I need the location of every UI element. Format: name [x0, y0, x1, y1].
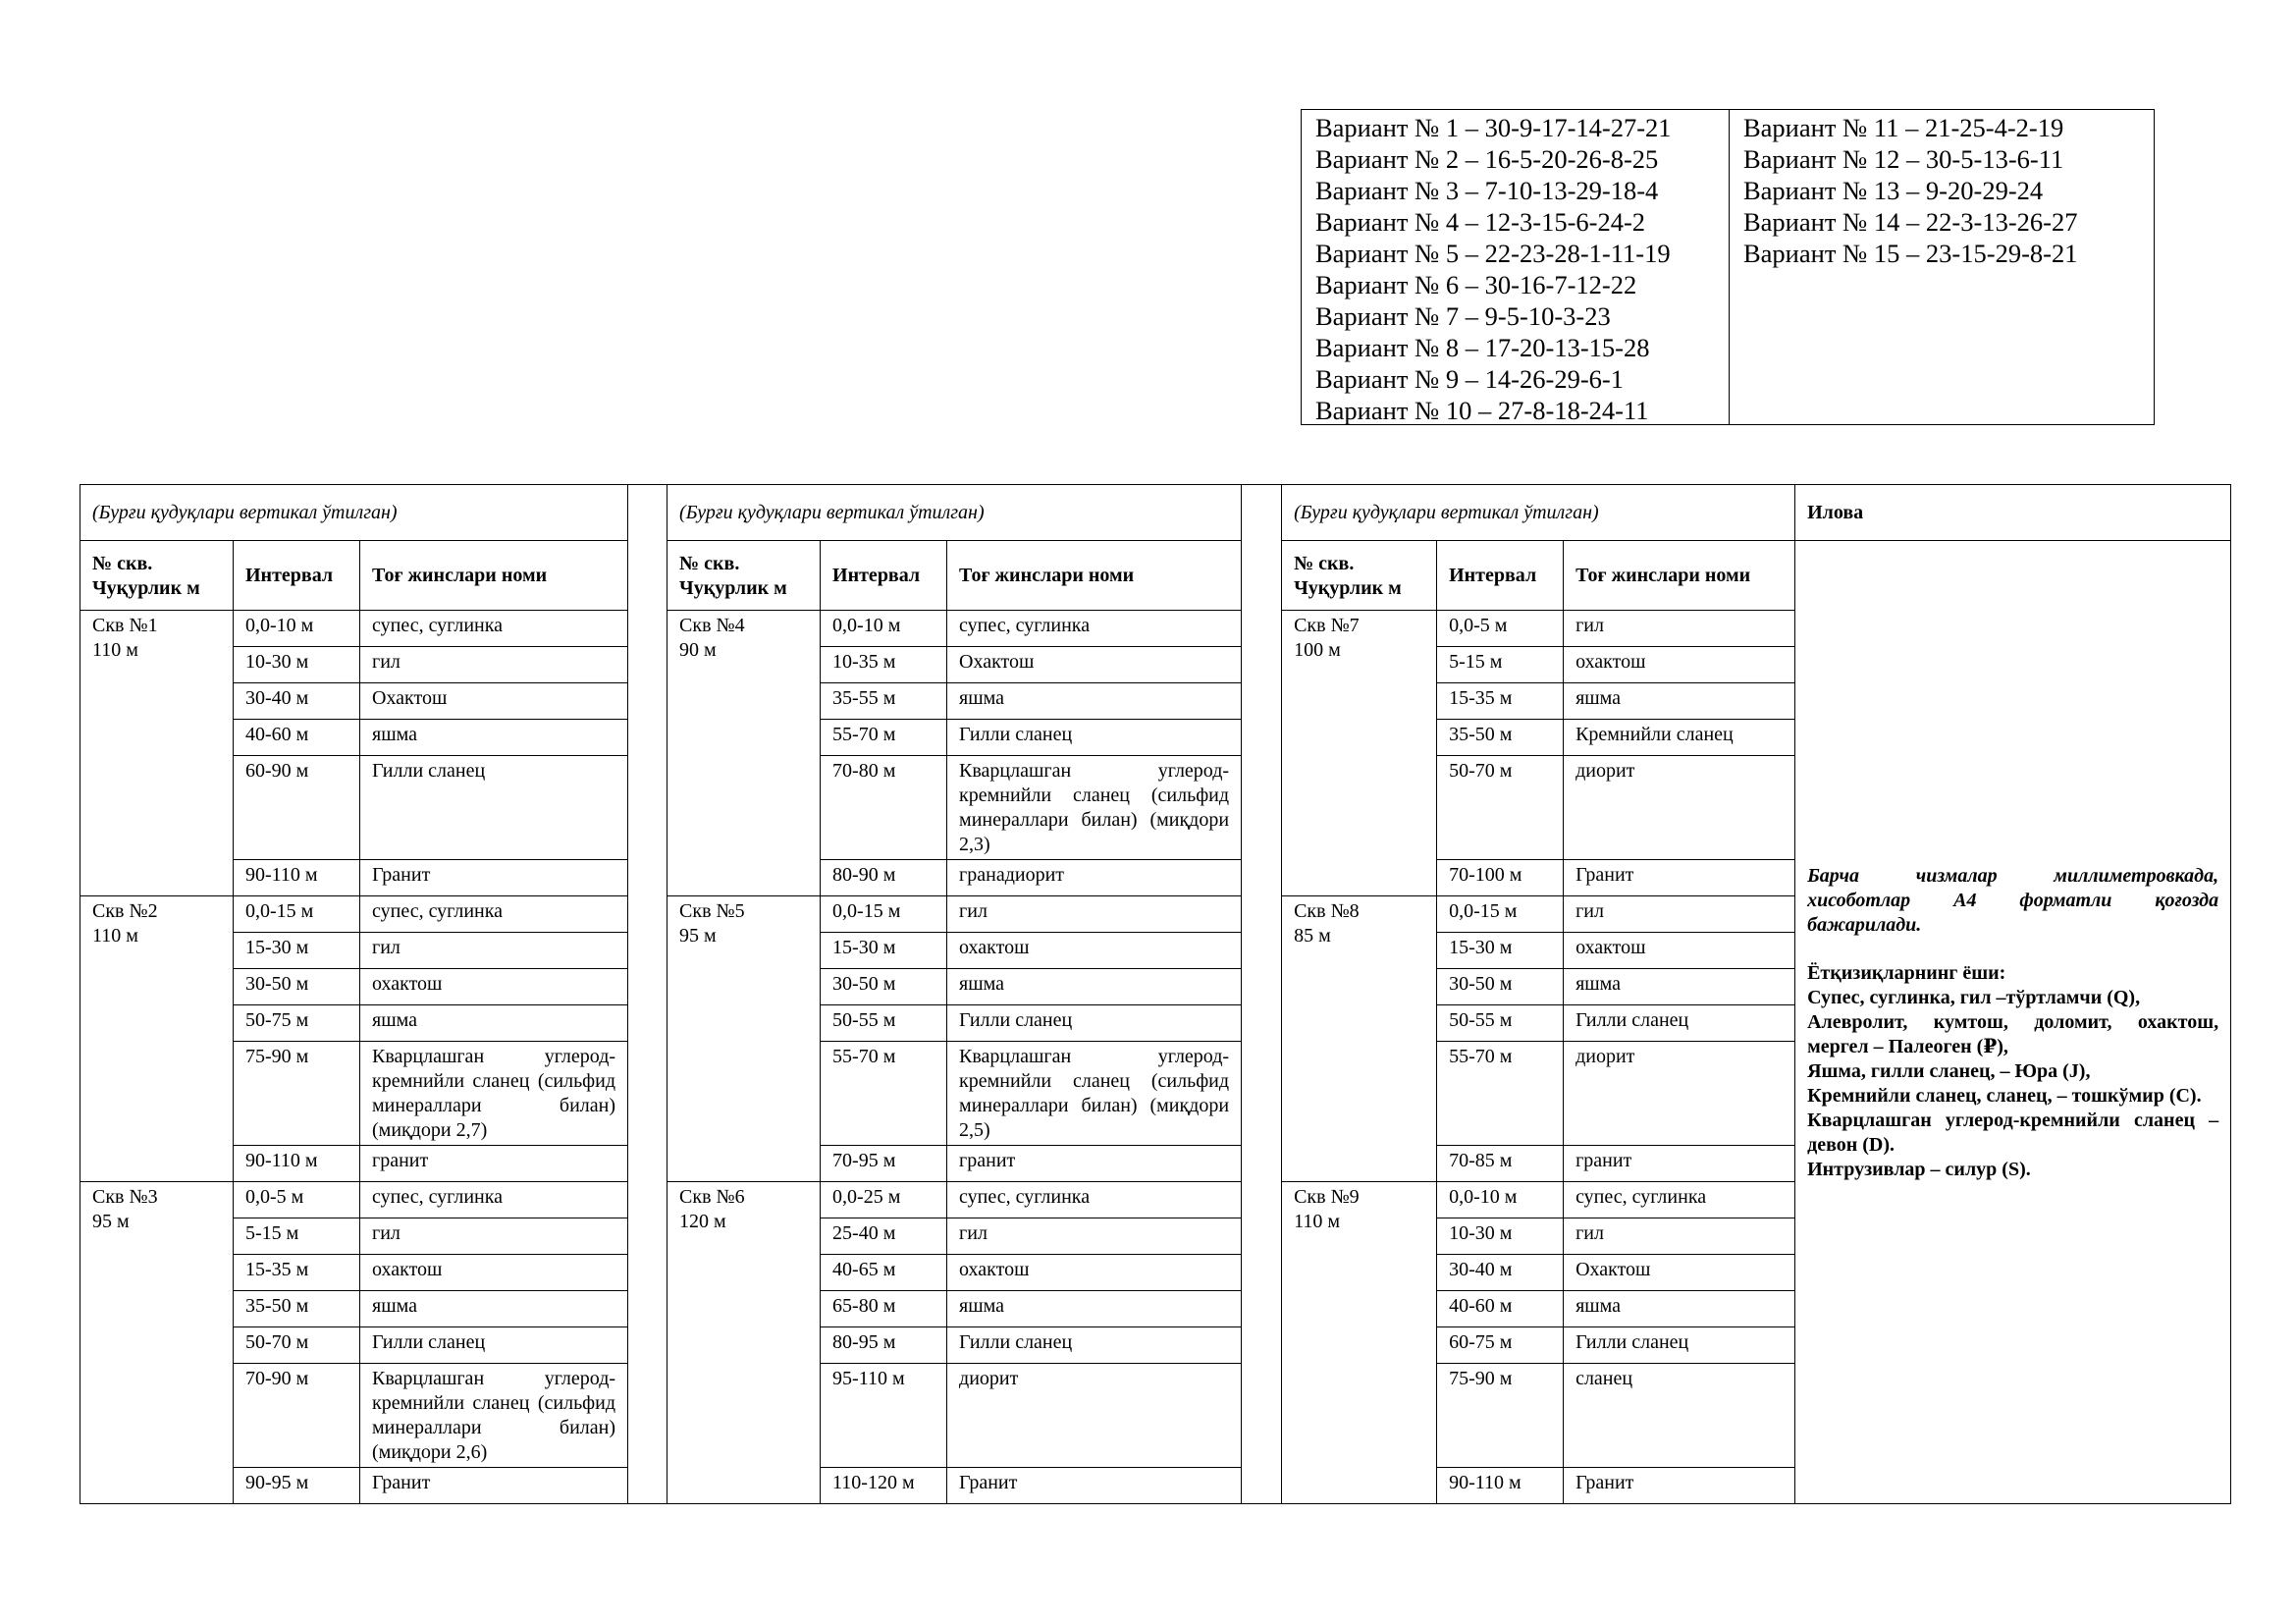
rock-name-cell: Гилли сланец [947, 1327, 1242, 1364]
interval-cell: 10-35 м [821, 647, 947, 683]
well-number: Скв №6 [679, 1186, 745, 1208]
rock-name-cell: Гилли сланец [1564, 1005, 1795, 1042]
interval-cell: 60-90 м [234, 756, 360, 860]
rock-name-cell: яшма [360, 1291, 628, 1327]
rock-name-cell: охактош [947, 1255, 1242, 1291]
interval-cell: 0,0-10 м [234, 611, 360, 647]
well-number: Скв №9 [1294, 1186, 1360, 1208]
rock-name-cell: Гранит [947, 1468, 1242, 1504]
rock-name-cell: яшма [360, 1005, 628, 1042]
interval-cell: 10-30 м [234, 647, 360, 683]
rock-name-cell: Гранит [1564, 860, 1795, 896]
rock-name-cell: Охактош [947, 647, 1242, 683]
well-depth: 100 м [1294, 639, 1341, 661]
interval-cell: 35-55 м [821, 683, 947, 720]
interval-cell: 35-50 м [234, 1291, 360, 1327]
interval-cell: 40-60 м [1437, 1291, 1564, 1327]
interval-cell: 25-40 м [821, 1218, 947, 1255]
interval-cell: 70-80 м [821, 756, 947, 860]
rock-name-cell: гранит [360, 1146, 628, 1182]
rock-name-cell: яшма [360, 720, 628, 756]
interval-cell: 95-110 м [821, 1364, 947, 1468]
rock-name-cell: Гранит [360, 1468, 628, 1504]
interval-cell: 40-60 м [234, 720, 360, 756]
interval-cell: 0,0-15 м [821, 896, 947, 933]
variant-line: Вариант № 15 – 23-15-29-8-21 [1743, 239, 2078, 268]
variant-line: Вариант № 13 – 9-20-29-24 [1743, 176, 2044, 205]
interval-cell: 50-55 м [1437, 1005, 1564, 1042]
interval-cell: 70-100 м [1437, 860, 1564, 896]
interval-cell: 0,0-10 м [821, 611, 947, 647]
rock-name-cell: супес, суглинка [1564, 1182, 1795, 1218]
rock-name-cell: Кварцлашган углерод-кремнийли сланец (сильфид минераллари билан) (миқдори 2,6) [360, 1364, 628, 1468]
rock-name-cell: гил [1564, 1218, 1795, 1255]
rock-name-cell: Гилли сланец [1564, 1327, 1795, 1364]
rock-name-cell: Охактош [360, 683, 628, 720]
well-number: Скв №2 [92, 900, 158, 922]
rock-name-cell: яшма [947, 683, 1242, 720]
rock-name-cell: гил [1564, 611, 1795, 647]
interval-cell: 15-30 м [234, 933, 360, 969]
well-id-cell [80, 896, 234, 1182]
variant-line: Вариант № 7 – 9-5-10-3-23 [1315, 301, 1611, 331]
rock-name-cell: яшма [1564, 1291, 1795, 1327]
rock-name-cell: Гранит [1564, 1468, 1795, 1504]
interval-cell: 50-55 м [821, 1005, 947, 1042]
appendix-line: Кварцлашган углерод-кремнийли сланец – девон (D). [1807, 1109, 2219, 1156]
interval-cell: 30-40 м [234, 683, 360, 720]
rock-name-cell: гил [360, 647, 628, 683]
variant-line: Вариант № 6 – 30-16-7-12-22 [1315, 270, 1637, 299]
well-id-cell [1282, 611, 1437, 896]
well-number: Скв №3 [92, 1186, 158, 1208]
appendix-notes [1795, 541, 2231, 1504]
rock-name-cell: супес, суглинка [947, 1182, 1242, 1218]
rock-name-cell: Гилли сланец [947, 1005, 1242, 1042]
rock-name-cell: Кварцлашган углерод-кремнийли сланец (сильфид минераллари билан) (миқдори 2,3) [947, 756, 1242, 860]
variants-box [1301, 109, 2155, 425]
interval-cell: 50-70 м [234, 1327, 360, 1364]
header-well: № скв. Чуқурлик м [1282, 541, 1437, 611]
interval-cell: 110-120 м [821, 1468, 947, 1504]
well-number: Скв №7 [1294, 615, 1360, 636]
header-interval: Интервал [1437, 541, 1564, 611]
variants-column-right [1730, 110, 2154, 424]
variant-line: Вариант № 3 – 7-10-13-29-18-4 [1315, 176, 1659, 205]
rock-name-cell: Гранит [360, 860, 628, 896]
variant-line: Вариант № 4 – 12-3-15-6-24-2 [1315, 207, 1646, 237]
appendix-age-title: Ётқизиқларнинг ёши: [1807, 961, 2006, 984]
well-id-cell [667, 896, 821, 1182]
well-depth: 95 м [92, 1211, 130, 1232]
interval-cell: 15-30 м [1437, 933, 1564, 969]
header-rock: Тоғ жинслари номи [1564, 541, 1795, 611]
rock-name-cell: Кварцлашган углерод-кремнийли сланец (сильфид минераллари билан) (миқдори 2,5) [947, 1042, 1242, 1146]
rock-name-cell: яшма [947, 1291, 1242, 1327]
interval-cell: 55-70 м [1437, 1042, 1564, 1146]
interval-cell: 55-70 м [821, 720, 947, 756]
well-id-cell [80, 611, 234, 896]
rock-name-cell: гранит [947, 1146, 1242, 1182]
interval-cell: 90-95 м [234, 1468, 360, 1504]
interval-cell: 10-30 м [1437, 1218, 1564, 1255]
interval-cell: 50-75 м [234, 1005, 360, 1042]
interval-cell: 5-15 м [1437, 647, 1564, 683]
interval-cell: 5-15 м [234, 1218, 360, 1255]
column-spacer [1242, 485, 1282, 1504]
header-well: № скв. Чуқурлик м [80, 541, 234, 611]
well-id-cell [667, 611, 821, 896]
interval-cell: 90-110 м [234, 860, 360, 896]
well-depth: 85 м [1294, 925, 1331, 947]
rock-name-cell: Гилли сланец [947, 720, 1242, 756]
interval-cell: 15-35 м [234, 1255, 360, 1291]
appendix-line: Интрузивлар – силур (S). [1807, 1158, 2031, 1180]
rock-name-cell: супес, суглинка [360, 611, 628, 647]
rock-name-cell: яшма [1564, 683, 1795, 720]
interval-cell: 30-50 м [1437, 969, 1564, 1005]
rock-name-cell: охактош [947, 933, 1242, 969]
rock-name-cell: Кремнийли сланец [1564, 720, 1795, 756]
variant-line: Вариант № 11 – 21-25-4-2-19 [1743, 113, 2064, 142]
appendix-line: Яшма, гилли сланец, – Юра (J), [1807, 1059, 2091, 1082]
well-id-cell [667, 1182, 821, 1504]
rock-name-cell: Охактош [1564, 1255, 1795, 1291]
rock-name-cell: супес, суглинка [360, 896, 628, 933]
well-depth: 110 м [1294, 1211, 1340, 1232]
variant-line: Вариант № 10 – 27-8-18-24-11 [1315, 396, 1649, 425]
variant-line: Вариант № 5 – 22-23-28-1-11-19 [1315, 239, 1671, 268]
well-id-cell [1282, 1182, 1437, 1504]
interval-cell: 0,0-15 м [234, 896, 360, 933]
rock-name-cell: Гилли сланец [360, 1327, 628, 1364]
section-title: (Бурғи қудуқлари вертикал ўтилган) [667, 485, 1242, 541]
variant-line: Вариант № 1 – 30-9-17-14-27-21 [1315, 113, 1672, 142]
variant-line: Вариант № 9 – 14-26-29-6-1 [1315, 364, 1624, 394]
interval-cell: 50-70 м [1437, 756, 1564, 860]
well-number: Скв №1 [92, 615, 158, 636]
variants-column-left [1302, 110, 1730, 424]
interval-cell: 15-35 м [1437, 683, 1564, 720]
rock-name-cell: охактош [1564, 647, 1795, 683]
rock-name-cell: охактош [1564, 933, 1795, 969]
interval-cell: 0,0-25 м [821, 1182, 947, 1218]
interval-cell: 90-110 м [234, 1146, 360, 1182]
appendix-line: Супес, суглинка, гил –тўртламчи (Q), [1807, 986, 2141, 1008]
interval-cell: 80-90 м [821, 860, 947, 896]
rock-name-cell: сланец [1564, 1364, 1795, 1468]
well-depth: 95 м [679, 925, 717, 947]
section-title: (Бурғи қудуқлари вертикал ўтилган) [80, 485, 628, 541]
rock-name-cell: Гилли сланец [360, 756, 628, 860]
interval-cell: 65-80 м [821, 1291, 947, 1327]
interval-cell: 0,0-15 м [1437, 896, 1564, 933]
appendix-intro: Барча чизмалар миллиметровкада, хисоботлар А4 форматли қоғозда бажарилади. [1807, 864, 2219, 936]
header-rock: Тоғ жинслари номи [360, 541, 628, 611]
variant-line: Вариант № 12 – 30-5-13-6-11 [1743, 144, 2064, 174]
interval-cell: 70-95 м [821, 1146, 947, 1182]
interval-cell: 75-90 м [1437, 1364, 1564, 1468]
rock-name-cell: охактош [360, 969, 628, 1005]
rock-name-cell: супес, суглинка [947, 611, 1242, 647]
rock-name-cell: гил [947, 1218, 1242, 1255]
rock-name-cell: гранит [1564, 1146, 1795, 1182]
interval-cell: 60-75 м [1437, 1327, 1564, 1364]
wells-table [80, 484, 2231, 1504]
rock-name-cell: гранадиорит [947, 860, 1242, 896]
interval-cell: 75-90 м [234, 1042, 360, 1146]
well-number: Скв №5 [679, 900, 745, 922]
header-rock: Тоғ жинслари номи [947, 541, 1242, 611]
variant-line: Вариант № 8 – 17-20-13-15-28 [1315, 333, 1650, 362]
well-id-cell [1282, 896, 1437, 1182]
well-number: Скв №4 [679, 615, 745, 636]
header-interval: Интервал [234, 541, 360, 611]
rock-name-cell: диорит [1564, 756, 1795, 860]
interval-cell: 70-90 м [234, 1364, 360, 1468]
rock-name-cell: супес, суглинка [360, 1182, 628, 1218]
interval-cell: 0,0-5 м [1437, 611, 1564, 647]
interval-cell: 15-30 м [821, 933, 947, 969]
rock-name-cell: охактош [360, 1255, 628, 1291]
header-interval: Интервал [821, 541, 947, 611]
rock-name-cell: гил [360, 933, 628, 969]
interval-cell: 0,0-10 м [1437, 1182, 1564, 1218]
rock-name-cell: гил [1564, 896, 1795, 933]
rock-name-cell: яшма [1564, 969, 1795, 1005]
well-depth: 90 м [679, 639, 717, 661]
column-spacer [628, 485, 667, 1504]
well-depth: 120 м [679, 1211, 726, 1232]
well-depth: 110 м [92, 925, 138, 947]
header-well: № скв. Чуқурлик м [667, 541, 821, 611]
interval-cell: 30-40 м [1437, 1255, 1564, 1291]
interval-cell: 80-95 м [821, 1327, 947, 1364]
appendix-title: Илова [1795, 485, 2231, 541]
variant-line: Вариант № 14 – 22-3-13-26-27 [1743, 207, 2078, 237]
rock-name-cell: Кварцлашган углерод-кремнийли сланец (сильфид минераллари билан) (миқдори 2,7) [360, 1042, 628, 1146]
interval-cell: 0,0-5 м [234, 1182, 360, 1218]
section-title: (Бурғи қудуқлари вертикал ўтилган) [1282, 485, 1795, 541]
interval-cell: 30-50 м [234, 969, 360, 1005]
rock-name-cell: диорит [947, 1364, 1242, 1468]
interval-cell: 30-50 м [821, 969, 947, 1005]
rock-name-cell: диорит [1564, 1042, 1795, 1146]
variant-line: Вариант № 2 – 16-5-20-26-8-25 [1315, 144, 1659, 174]
rock-name-cell: яшма [947, 969, 1242, 1005]
interval-cell: 90-110 м [1437, 1468, 1564, 1504]
appendix-line: Кремнийли сланец, сланец, – тошкўмир (С). [1807, 1084, 2202, 1107]
well-id-cell [80, 1182, 234, 1504]
interval-cell: 35-50 м [1437, 720, 1564, 756]
interval-cell: 55-70 м [821, 1042, 947, 1146]
interval-cell: 40-65 м [821, 1255, 947, 1291]
interval-cell: 70-85 м [1437, 1146, 1564, 1182]
rock-name-cell: гил [947, 896, 1242, 933]
appendix-line: Алевролит, кумтош, доломит, охактош, мергел – Палеоген (₽), [1807, 1010, 2219, 1057]
well-number: Скв №8 [1294, 900, 1360, 922]
well-depth: 110 м [92, 639, 138, 661]
rock-name-cell: гил [360, 1218, 628, 1255]
